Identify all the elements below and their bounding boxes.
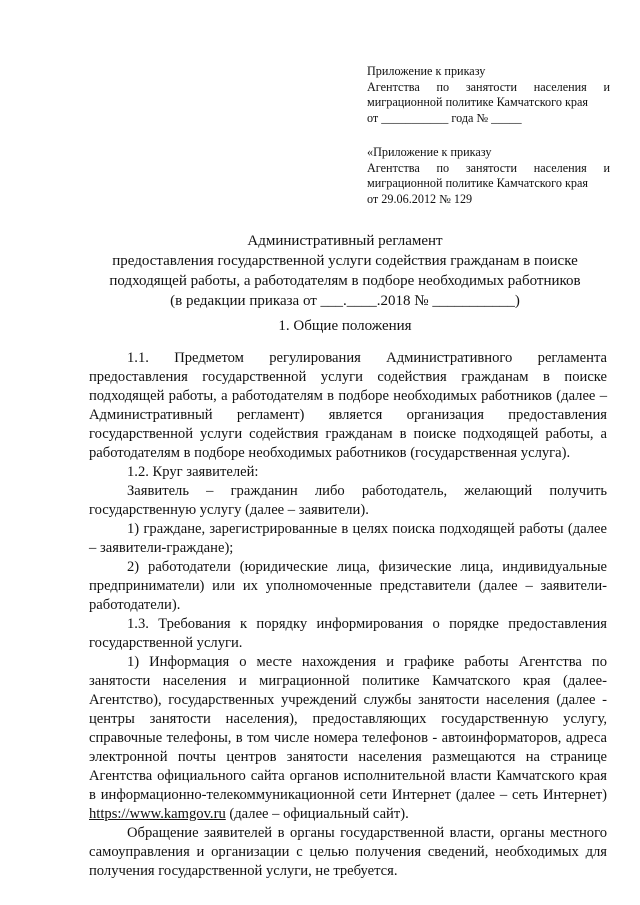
paragraph-1-2: 1.2. Круг заявителей: xyxy=(127,464,259,480)
annex-new-line2: Агентства по занятости населения и миграционной политике Камчатского края xyxy=(367,79,610,109)
paragraph-citizens: 1) граждане, зарегистрированные в целях поиска подходящей работы (далее – заявители-граждане); xyxy=(89,521,607,556)
annex-block-new xyxy=(367,64,610,126)
paragraph-1-1: 1.1. Предметом регулирования Административного регламента предоставления государственной услуги содействия гражданам в поиске подходящей работы, а работодателям в подборе необходимых работников (далее – Административный регламент) является организация предоставления государственной услуги содействия гражданам в поиске подходящей работы, а работодателям в подборе необходимых работников (государственная услуга). xyxy=(89,350,607,461)
title-line2: предоставления государственной услуги содействия гражданам в поиске подходящей работы, а работодателям в подборе необходимых работников xyxy=(109,253,581,289)
title-line1: Административный регламент xyxy=(247,233,443,249)
section-body xyxy=(89,349,607,881)
annex-new-line1: Приложение к приказу xyxy=(367,64,486,78)
section-heading: 1. Общие положения xyxy=(278,318,412,334)
annex-orig-line2: Агентства по занятости населения и миграционной политике Камчатского края xyxy=(367,160,610,190)
paragraph-employers: 2) работодатели (юридические лица, физические лица, индивидуальные предприниматели) или их уполномоченные представители (далее – заявители-работодатели). xyxy=(89,559,607,613)
paragraph-1-3: 1.3. Требования к порядку информирования о порядке предоставления государственной услуги. xyxy=(89,616,607,651)
document-title xyxy=(80,231,610,311)
annex-block-original xyxy=(367,145,610,207)
annex-orig-line1: «Приложение к приказу xyxy=(367,145,492,159)
paragraph-information xyxy=(89,653,607,824)
annex-orig-line3: от 29.06.2012 № 129 xyxy=(367,191,473,206)
annex-new-line3: от ___________ года № _____ xyxy=(367,110,522,125)
paragraph-applicant: Заявитель – гражданин либо работодатель, желающий получить государственную услугу (далее – заявители). xyxy=(89,483,607,518)
information-tail: (далее – официальный сайт). xyxy=(225,806,409,822)
website-link[interactable]: https://www.kamgov.ru xyxy=(89,806,226,822)
title-line3: (в редакции приказа от ___.____.2018 № ___________) xyxy=(170,293,520,309)
paragraph-appeal: Обращение заявителей в органы государственной власти, органы местного самоуправления и организации с целью получения сведений, необходимых для получения государственной услуги, не требуется. xyxy=(89,825,607,879)
information-text: 1) Информация о месте нахождения и графике работы Агентства по занятости населения и миграционной политике Камчатского края (далее-Агентство), государственных учреждений службы занятости населения (далее - центры занятости населения), предоставляющих государственную услугу, справочные телефоны, в том числе номера телефонов - автоинформаторов, адреса электронной почты центров занятости населения размещаются на странице Агентства официального сайта органов исполнительной власти Камчатского края в информационно-телекоммуникационной сети Интернет (далее – сеть Интернет) xyxy=(89,654,607,803)
